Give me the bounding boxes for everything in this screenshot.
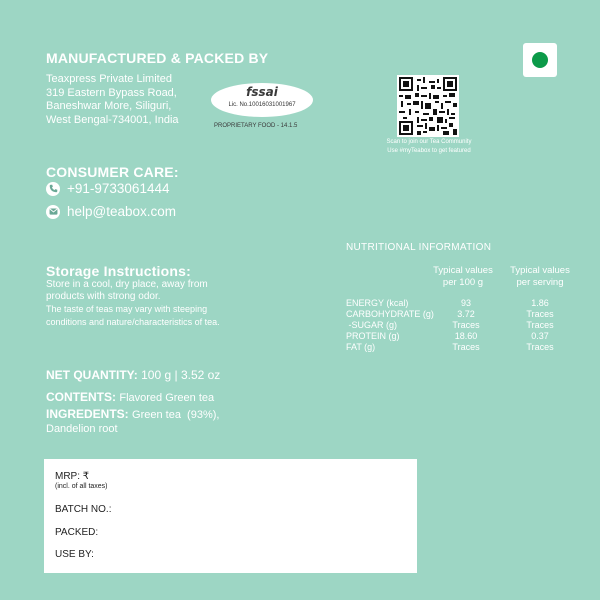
storage-instructions	[46, 279, 266, 329]
ingredients	[46, 408, 246, 436]
nutrient-label: ENERGY (kcal)	[346, 298, 409, 308]
nutrient-per100: 3.72	[457, 309, 475, 319]
ingredients-value: Green tea (93%),	[132, 409, 220, 421]
contents-label: CONTENTS:	[46, 390, 116, 404]
phone-number[interactable]: +91-9733061444	[67, 181, 170, 196]
storage-line: products with strong odor.	[46, 291, 161, 302]
nutrient-label: PROTEIN (g)	[346, 331, 400, 341]
qr-code-icon	[399, 77, 457, 135]
nutrient-label: CARBOHYDRATE (g)	[346, 309, 434, 319]
veg-dot	[532, 52, 548, 68]
fssai-logo: fssai	[246, 85, 278, 99]
manufacturer-heading: MANUFACTURED & PACKED BY	[46, 50, 269, 66]
phone-row[interactable]	[46, 181, 169, 196]
nutrition-row	[346, 342, 586, 353]
price-batch-box	[44, 459, 417, 573]
col-header-line: Typical values	[433, 265, 493, 276]
nutrient-serving: Traces	[526, 309, 554, 319]
nutrition-heading: NUTRITIONAL INFORMATION	[346, 242, 492, 253]
manufacturer-address	[46, 73, 196, 127]
storage-heading: Storage Instructions:	[46, 263, 191, 279]
nutrition-row	[346, 320, 586, 331]
qr-caption-line: Use #myTeabox to get featured	[387, 148, 471, 154]
nutrient-per100: 93	[460, 298, 471, 308]
veg-mark-icon	[523, 43, 557, 77]
col-header-line: Typical values	[510, 265, 570, 276]
batch-label: BATCH NO.:	[55, 504, 112, 515]
consumer-care-heading: CONSUMER CARE:	[46, 164, 179, 180]
nutrient-serving: 0.37	[531, 331, 549, 341]
nutrient-per100: Traces	[452, 342, 480, 352]
fssai-license: Lic. No.10016031001967	[228, 102, 296, 108]
storage-line: Store in a cool, dry place, away from	[46, 279, 208, 290]
qr-caption-line: Scan to join our Tea Community	[386, 139, 472, 145]
qr-caption	[370, 138, 488, 156]
address-line: Baneshwar More, Siliguri,	[46, 100, 172, 112]
nutrient-serving: 1.86	[531, 298, 549, 308]
phone-icon	[46, 182, 60, 196]
nutrient-serving: Traces	[526, 320, 554, 330]
email-icon	[46, 205, 60, 219]
nutrition-row	[346, 309, 586, 320]
nutrition-row	[346, 331, 586, 342]
address-line: 319 Eastern Bypass Road,	[46, 86, 177, 99]
nutrient-label: -SUGAR (g)	[346, 320, 398, 330]
storage-line: conditions and nature/characteristics of tea.	[46, 317, 220, 327]
nutrient-per100: 18.60	[454, 331, 478, 341]
nutrition-col-serving-header	[503, 265, 577, 289]
nutrition-col-per100-header	[425, 265, 501, 289]
nutrient-per100: Traces	[452, 320, 480, 330]
nutrient-serving: Traces	[526, 342, 554, 352]
mrp-label: MRP: ₹	[55, 471, 90, 482]
contents	[46, 390, 214, 404]
storage-line: The taste of teas may vary with steeping	[46, 304, 208, 314]
ingredients-label: INGREDENTS:	[46, 407, 129, 421]
email-address[interactable]: help@teabox.com	[67, 204, 177, 219]
packed-label: PACKED:	[55, 527, 99, 538]
net-quantity-label: NET QUANTITY:	[46, 368, 138, 382]
nutrition-row	[346, 298, 586, 309]
qr-code[interactable]	[397, 75, 459, 137]
email-row[interactable]	[46, 204, 176, 219]
fssai-badge	[211, 83, 313, 117]
address-line: West Bengal-734001, India	[46, 113, 179, 126]
mrp-note: (incl. of all taxes)	[55, 483, 108, 490]
net-quantity-value: 100 g | 3.52 oz	[141, 368, 221, 382]
net-quantity	[46, 368, 220, 382]
ingredients-value: Dandelion root	[46, 423, 118, 435]
col-header-line: per 100 g	[442, 277, 484, 288]
fssai-category: PROPRIETARY FOOD - 14.1.5	[214, 123, 298, 129]
useby-label: USE BY:	[55, 549, 94, 560]
contents-value: Flavored Green tea	[119, 392, 215, 404]
col-header-line: per serving	[516, 277, 564, 288]
nutrient-label: FAT (g)	[346, 342, 376, 352]
address-line: Teaxpress Private Limited	[46, 73, 172, 85]
